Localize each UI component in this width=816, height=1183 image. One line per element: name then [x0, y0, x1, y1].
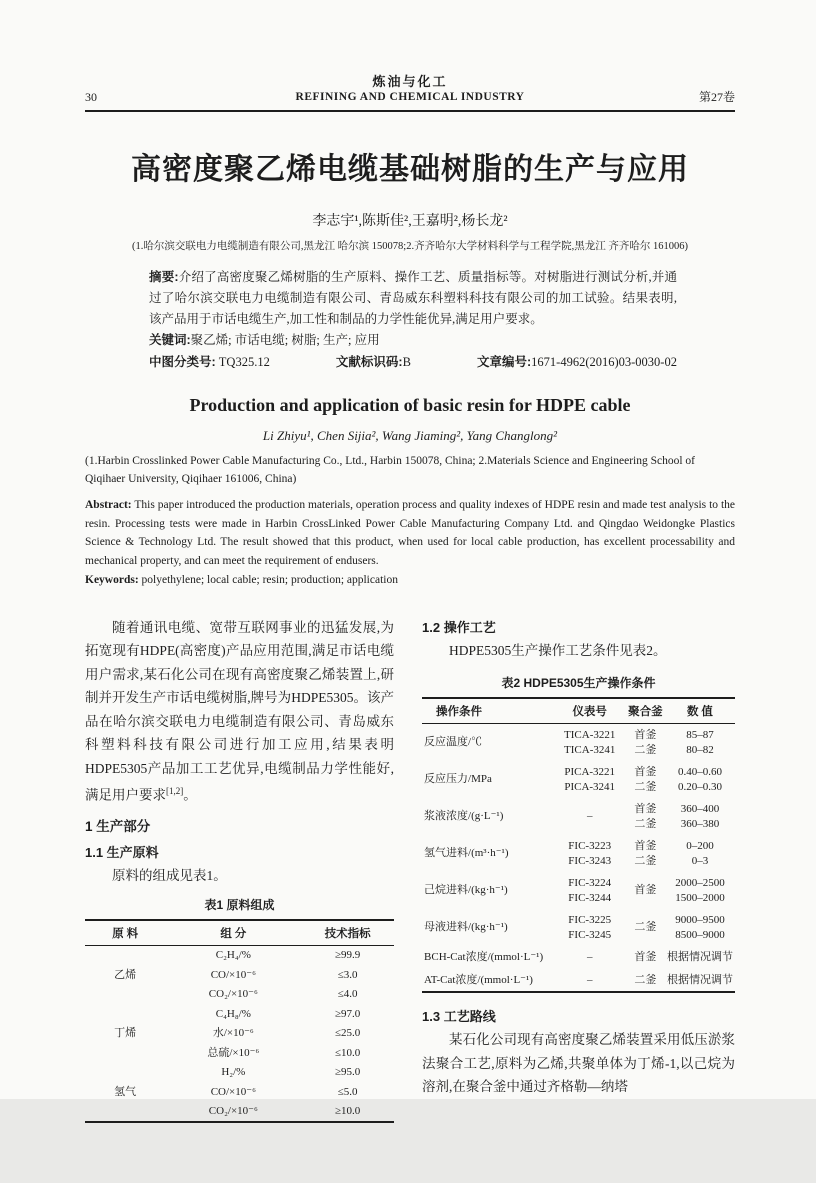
table2-header-row: [422, 698, 735, 724]
table1-material-cell: 丁烯: [114, 1027, 137, 1040]
table2-row: [422, 946, 735, 969]
article-meta-line: [149, 352, 677, 373]
table2-row: [422, 835, 735, 872]
table2-value-cell: 360–400 360–380: [680, 803, 720, 830]
table2-row: [422, 761, 735, 798]
table2-value-cell: 9000–9500 8500–9000: [675, 914, 725, 941]
page-header: [85, 74, 735, 105]
table2-instrument-cell: FIC-3223 FIC-3243: [568, 840, 612, 867]
table2-value-cell: 85–87 80–82: [686, 729, 714, 756]
table2-header-instrument: 仪表号: [554, 698, 626, 724]
abstract-en: [85, 496, 735, 570]
table2-instrument-cell: FIC-3225 FIC-3245: [568, 914, 612, 941]
heading-materials: 1.1 生产原料: [85, 845, 159, 861]
table2-condition-cell: 己烷进料/(kg·h⁻¹): [424, 884, 508, 897]
table1-component-cell: CO₂/×10⁻⁶: [208, 988, 258, 1001]
table2-value-cell: 根据情况调节: [666, 951, 733, 964]
left-column: [85, 616, 394, 1124]
table2-kettle-cell: 首釜 二釜: [634, 840, 657, 867]
table2-header-condition: 操作条件: [422, 698, 554, 724]
table1-material-cell: 乙烯: [114, 968, 137, 981]
article-id-label: 文章编号:: [476, 355, 532, 370]
table2-condition-cell: AT-Cat浓度/(mmol·L⁻¹): [424, 973, 533, 986]
table1-row: [85, 1063, 394, 1083]
body-columns: [85, 616, 735, 1124]
table2-condition-cell: 反应压力/MPa: [424, 773, 492, 786]
table1-spec-cell: ≤25.0: [335, 1027, 361, 1040]
table2-kettle-cell: 二釜: [634, 921, 657, 934]
table1-spec-cell: ≤4.0: [337, 988, 358, 1001]
table2-kettle-cell: 二釜: [634, 973, 657, 986]
keywords-en: [85, 571, 735, 590]
table2-condition-cell: BCH-Cat浓度/(mmol·L⁻¹): [424, 951, 544, 964]
bottom-margin: [85, 1123, 735, 1183]
doc-code-field: [336, 352, 411, 373]
table2-instrument-cell: FIC-3224 FIC-3244: [568, 877, 612, 904]
operation-paragraph: HDPE5305生产操作工艺条件见表2。: [449, 642, 667, 658]
table1-row: [85, 945, 394, 965]
affiliation-en: (1.Harbin Crosslinked Power Cable Manufacturing Co., Ltd., Harbin 150078, China; 2.Materials Science and Engineering School of Qiqihaer University, Qiqihaer 161006, China): [85, 455, 696, 486]
abstract-en-text: This paper introduced the production materials, operation process and quality indexes of HDPE resin and made test analysis to the resin. Processing tests were made in Harbin CrossLinked Power Cable Manufacturing Company Ltd. and Qingdao Weidongke Plastics Science & Technology Ltd. The result showed that this product, when used for local cable production, has excellent processability and mechanical property, and can meet the requirement of endusers.: [85, 499, 735, 567]
table2-instrument-cell: –: [586, 973, 593, 986]
keywords-en-label: Keywords:: [85, 574, 139, 587]
table2-value-cell: 根据情况调节: [666, 973, 733, 986]
table1-component-cell: CO₂/×10⁻⁶: [208, 1105, 258, 1118]
table2-kettle-cell: 首釜: [634, 951, 657, 964]
citation-ref: [1,2]: [166, 786, 184, 797]
table2-row: [422, 872, 735, 909]
table2-condition-cell: 浆液浓度/(g·L⁻¹): [424, 810, 504, 823]
right-column: [422, 616, 735, 1124]
table1-spec-cell: ≥10.0: [335, 1105, 361, 1118]
keywords-en-text: polyethylene; local cable; resin; production; application: [141, 574, 398, 587]
table2-instrument-cell: –: [586, 810, 593, 823]
article-title-zh: 高密度聚乙烯电缆基础树脂的生产与应用: [131, 153, 689, 187]
table1-component-cell: C₄H₈/%: [215, 1007, 251, 1020]
table2-kettle-cell: 首釜 二釜: [634, 766, 657, 793]
table2-kettle-cell: 首釜 二釜: [634, 803, 657, 830]
table2-caption: 表2 HDPE5305生产操作条件: [501, 676, 656, 691]
table2-row: [422, 909, 735, 946]
table1-component-cell: 水/×10⁻⁶: [212, 1027, 254, 1040]
table1-spec-cell: ≥99.9: [335, 949, 361, 962]
abstract-en-label: Abstract:: [85, 499, 132, 512]
table1-header-component: 组 分: [165, 920, 301, 946]
intro-paragraph: [85, 616, 394, 808]
table1-header-row: [85, 920, 394, 946]
heading-route: 1.3 工艺路线: [422, 1009, 496, 1025]
materials-paragraph: 原料的组成见表1。: [112, 868, 227, 884]
table1-spec-cell: ≤5.0: [337, 1085, 358, 1098]
table2-row: [422, 969, 735, 993]
intro-tail: 。: [183, 787, 197, 803]
table1-material-cell: 氢气: [114, 1085, 137, 1098]
keywords-zh-label: 关键词:: [149, 333, 191, 348]
table2-condition-cell: 反应温度/℃: [424, 736, 483, 749]
table2-instrument-cell: –: [586, 951, 593, 964]
journal-name-block: [145, 74, 675, 105]
affiliation-zh: (1.哈尔滨交联电力电缆制造有限公司,黑龙江 哈尔滨 150078;2.齐齐哈尔大学材料科学与工程学院,黑龙江 齐齐哈尔 161006): [132, 241, 688, 253]
table2-value-cell: 0–200 0–3: [686, 840, 714, 867]
authors-en: Li Zhiyu¹, Chen Sijia², Wang Jiaming², Yang Changlong²: [262, 428, 558, 444]
table1-spec-cell: ≤3.0: [337, 968, 358, 981]
intro-text: 随着通讯电缆、宽带互联网事业的迅猛发展,为拓宽现有HDPE(高密度)产品应用范围,满足市话电缆用户需求,某石化公司在现有高密度聚乙烯装置上,研制并开发生产市话电缆树脂,牌号为HDPE5305。该产品在哈尔滨交联电力电缆制造有限公司、青岛威东科塑料科技有限公司进行加工应用,结果表明HDPE5305产品加工工艺优异,电缆制品力学性能好,满足用户要求: [85, 619, 395, 803]
table1-component-cell: CO/×10⁻⁶: [210, 968, 256, 981]
table1-row: [85, 1004, 394, 1024]
keywords-zh-text: 聚乙烯; 市话电缆; 树脂; 生产; 应用: [190, 333, 380, 348]
table2-instrument-cell: TICA-3221 TICA-3241: [564, 729, 616, 756]
table1-caption: 表1 原料组成: [204, 897, 275, 912]
table1-body: [85, 945, 394, 1122]
volume-label: 第27卷: [698, 89, 735, 104]
abstract-zh-text: 介绍了高密度聚乙烯树脂的生产原料、操作工艺、质量指标等。对树脂进行测试分析,并通过了哈尔滨交联电力电缆制造有限公司、青岛威东科塑料科技有限公司的加工试验。结果表明,该产品用于市话电缆生产,加工性和制品的力学性能优异,满足用户要求。: [149, 270, 677, 327]
page-number: 30: [85, 89, 97, 104]
table1: [85, 919, 394, 1124]
table1-component-cell: C₂H₄/%: [215, 949, 251, 962]
table1-header: [85, 920, 394, 946]
table2-header-value: 数 值: [665, 698, 735, 724]
authors-zh: 李志宇¹,陈斯佳²,王嘉明²,杨长龙²: [312, 214, 508, 230]
clc-value: TQ325.12: [218, 355, 270, 370]
table2-condition-cell: 母液进料/(kg·h⁻¹): [424, 921, 508, 934]
table2-condition-cell: 氢气进料/(m³·h⁻¹): [424, 847, 509, 860]
table2-row: [422, 798, 735, 835]
route-paragraph: 某石化公司现有高密度聚乙烯装置采用低压淤浆法聚合工艺,原料为乙烯,共聚单体为丁烯-1,以己烷为溶剂,在聚合釜中通过齐格勒—纳塔: [422, 1032, 735, 1095]
journal-name-zh: 炼油与化工: [372, 74, 448, 89]
table2-value-cell: 2000–2500 1500–2000: [675, 877, 725, 904]
journal-name-en: REFINING AND CHEMICAL INDUSTRY: [295, 91, 525, 104]
table2-kettle-cell: 首釜 二釜: [634, 729, 657, 756]
table2-header-kettle: 聚合釜: [626, 698, 665, 724]
table1-spec-cell: ≤10.0: [335, 1046, 361, 1059]
article-id-value: 1671-4962(2016)03-0030-02: [531, 355, 677, 370]
table2-instrument-cell: PICA-3221 PICA-3241: [564, 766, 616, 793]
doc-code-value: B: [402, 355, 411, 370]
table1-component-cell: 总硫/×10⁻⁶: [207, 1046, 260, 1059]
table1-component-cell: CO/×10⁻⁶: [210, 1085, 256, 1098]
keywords-zh: [149, 330, 677, 351]
header-rule: [85, 110, 735, 113]
doc-code-label: 文献标识码:: [335, 355, 403, 370]
table1-header-spec: 技术指标: [301, 920, 394, 946]
table2-row: [422, 724, 735, 762]
heading-operation: 1.2 操作工艺: [422, 619, 496, 635]
table2-value-cell: 0.40–0.60 0.20–0.30: [677, 766, 722, 793]
article-title-en: Production and application of basic resin for HDPE cable: [189, 395, 631, 416]
table2: [422, 697, 735, 993]
article-id-field: [477, 352, 677, 373]
table1-header-material: 原 料: [85, 920, 165, 946]
clc-field: [149, 352, 270, 373]
table2-header: [422, 698, 735, 724]
heading-production: 1 生产部分: [85, 819, 151, 835]
table1-spec-cell: ≥97.0: [335, 1007, 361, 1020]
table1-component-cell: H₂/%: [221, 1066, 246, 1079]
abstract-zh-label: 摘要:: [149, 270, 179, 285]
table2-kettle-cell: 首釜: [634, 884, 657, 897]
clc-label: 中图分类号:: [149, 355, 216, 370]
table1-spec-cell: ≥95.0: [335, 1066, 361, 1079]
abstract-zh: [149, 267, 677, 330]
table2-body: [422, 724, 735, 993]
